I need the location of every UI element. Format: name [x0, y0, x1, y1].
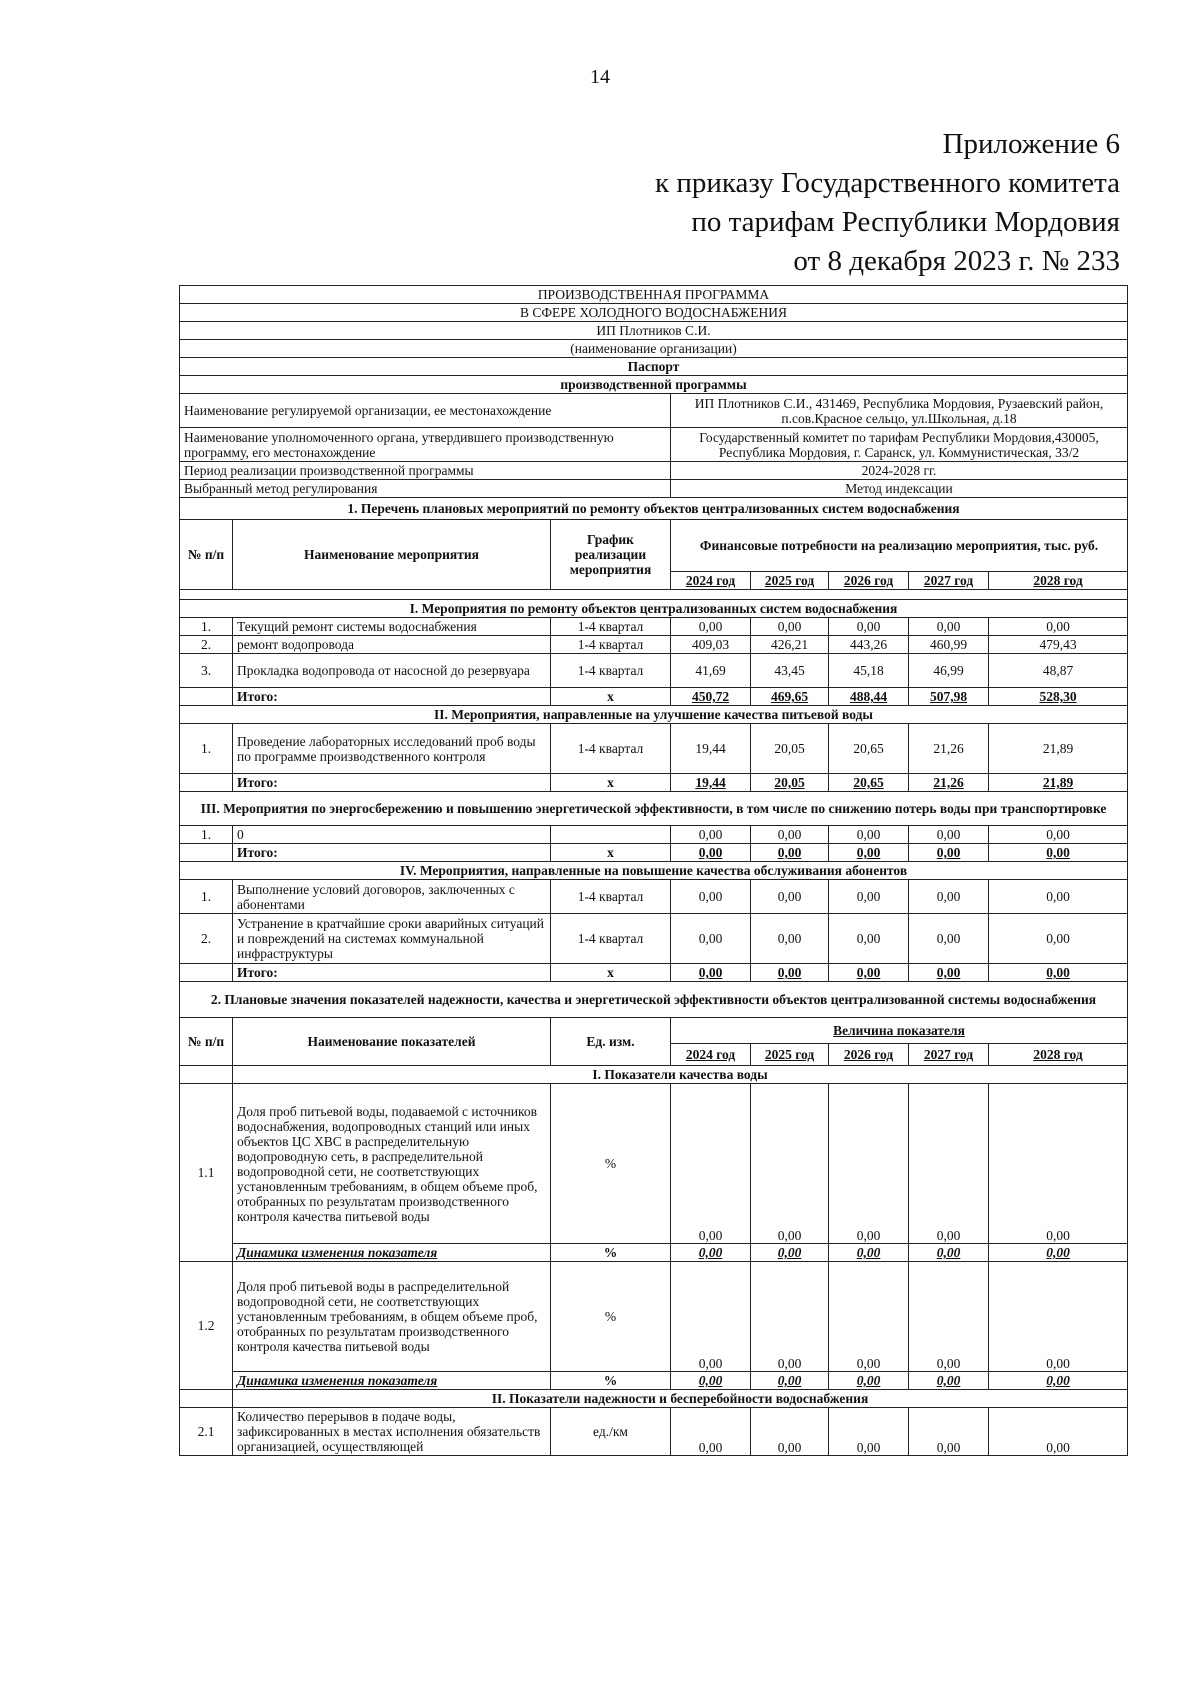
empty-cell [180, 688, 233, 706]
row-number: 1. [180, 618, 233, 636]
column-header-schedule: График реализации мероприятия [551, 520, 671, 590]
dynamics-value: 0,00 [909, 1244, 989, 1262]
value-cell: 0,00 [829, 618, 909, 636]
table-row [180, 636, 1128, 654]
year-header: 2025 год [751, 1044, 829, 1066]
total-value: 21,89 [989, 774, 1128, 792]
table-row [180, 724, 1128, 774]
dynamics-value: 0,00 [829, 1244, 909, 1262]
total-label: Итого: [233, 844, 551, 862]
value-cell: 426,21 [751, 636, 829, 654]
page-number: 14 [590, 66, 610, 88]
indicator-value: 0,00 [909, 1084, 989, 1244]
table-row [180, 880, 1128, 914]
value-cell: 443,26 [829, 636, 909, 654]
program-title: ПРОИЗВОДСТВЕННАЯ ПРОГРАММА [180, 286, 1128, 304]
group-title-row [180, 862, 1128, 880]
total-value: 528,30 [989, 688, 1128, 706]
indicator-name: Количество перерывов в подаче воды, зафиксированных в местах исполнения обязательств организацией, осуществляющей [233, 1408, 551, 1456]
activity-name: Выполнение условий договоров, заключенных с абонентами [233, 880, 551, 914]
value-cell: 20,65 [829, 724, 909, 774]
group-title: IV. Мероприятия, направленные на повышение качества обслуживания абонентов [180, 862, 1128, 880]
value-cell: 0,00 [909, 618, 989, 636]
dynamics-label: Динамика изменения показателя [233, 1372, 551, 1390]
value-cell: 0,00 [909, 826, 989, 844]
indicator-value: 0,00 [909, 1408, 989, 1456]
indicator-number: 2.1 [180, 1408, 233, 1456]
total-mark: х [551, 964, 671, 982]
value-cell: 0,00 [671, 914, 751, 964]
value-cell: 0,00 [751, 826, 829, 844]
indicator-row [180, 1408, 1128, 1456]
indicator-value: 0,00 [829, 1408, 909, 1456]
total-value: 469,65 [751, 688, 829, 706]
indicator-unit: ед./км [551, 1408, 671, 1456]
value-cell: 0,00 [989, 826, 1128, 844]
year-header: 2026 год [829, 1044, 909, 1066]
year-header: 2025 год [751, 572, 829, 590]
value-cell: 409,03 [671, 636, 751, 654]
dynamics-value: 0,00 [671, 1372, 751, 1390]
activity-name: 0 [233, 826, 551, 844]
value-cell: 0,00 [989, 880, 1128, 914]
section-title-row [180, 982, 1128, 1018]
total-value: 0,00 [829, 964, 909, 982]
spacer-row [180, 590, 1128, 600]
empty-cell [180, 964, 233, 982]
column-header-name: Наименование показателей [233, 1018, 551, 1066]
indicator-name: Доля проб питьевой воды в распределительной водопроводной сети, не соответствующих установленным требованиям, в общем объеме проб, отобранных по результатам производственного контроля качества питьевой воды [233, 1262, 551, 1372]
schedule-cell [551, 826, 671, 844]
column-header-finance: Финансовые потребности на реализацию мероприятия, тыс. руб. [671, 520, 1128, 572]
empty-cell [180, 1066, 233, 1084]
total-value: 0,00 [671, 844, 751, 862]
group-title-row [180, 600, 1128, 618]
appendix-line: к приказу Государственного комитета [654, 167, 1120, 199]
value-cell: 0,00 [989, 618, 1128, 636]
total-value: 488,44 [829, 688, 909, 706]
dynamics-value: 0,00 [989, 1244, 1128, 1262]
column-header-number: № п/п [180, 1018, 233, 1066]
value-cell: 0,00 [909, 880, 989, 914]
total-value: 0,00 [989, 964, 1128, 982]
activity-name: ремонт водопровода [233, 636, 551, 654]
value-cell: 45,18 [829, 654, 909, 688]
year-header: 2026 год [829, 572, 909, 590]
passport-subtitle: производственной программы [180, 376, 1128, 394]
schedule-cell: 1-4 квартал [551, 636, 671, 654]
column-header-number: № п/п [180, 520, 233, 590]
total-value: 507,98 [909, 688, 989, 706]
dynamics-value: 0,00 [829, 1372, 909, 1390]
total-mark: х [551, 774, 671, 792]
value-cell: 0,00 [751, 880, 829, 914]
column-header-value: Величина показателя [671, 1018, 1128, 1044]
passport-label: Наименование уполномоченного органа, утвердившего производственную программу, его местонахождение [180, 428, 671, 462]
value-cell: 41,69 [671, 654, 751, 688]
year-header: 2028 год [989, 572, 1128, 590]
empty-cell [180, 844, 233, 862]
schedule-cell: 1-4 квартал [551, 914, 671, 964]
table-row [180, 654, 1128, 688]
indicator-value: 0,00 [989, 1262, 1128, 1372]
activity-name: Проведение лабораторных исследований проб воды по программе производственного контроля [233, 724, 551, 774]
total-value: 19,44 [671, 774, 751, 792]
value-cell: 19,44 [671, 724, 751, 774]
passport-value: 2024-2028 гг. [671, 462, 1128, 480]
table-header-row [180, 520, 1128, 572]
total-row [180, 964, 1128, 982]
dynamics-row [180, 1372, 1128, 1390]
program-sheet [179, 285, 1127, 1456]
indicator-value: 0,00 [989, 1084, 1128, 1244]
table-row [180, 914, 1128, 964]
total-value: 450,72 [671, 688, 751, 706]
indicator-value: 0,00 [989, 1408, 1128, 1456]
appendix-header [655, 125, 1120, 281]
year-header: 2027 год [909, 572, 989, 590]
column-header-unit: Ед. изм. [551, 1018, 671, 1066]
schedule-cell: 1-4 квартал [551, 654, 671, 688]
indicator-value: 0,00 [909, 1262, 989, 1372]
value-cell: 0,00 [829, 880, 909, 914]
passport-value: ИП Плотников С.И., 431469, Республика Мордовия, Рузаевский район, п.сов.Красное сельцо, ул.Школьная, д.18 [671, 394, 1128, 428]
value-cell: 20,05 [751, 724, 829, 774]
total-value: 0,00 [909, 844, 989, 862]
row-number: 1. [180, 826, 233, 844]
appendix-line: от 8 декабря 2023 г. № 233 [793, 245, 1120, 277]
indicator-number: 1.2 [180, 1262, 233, 1390]
row-number: 1. [180, 880, 233, 914]
passport-value: Государственный комитет по тарифам Республики Мордовия,430005, Республика Мордовия, г. Саранск, ул. Коммунистическая, 33/2 [671, 428, 1128, 462]
program-subtitle: В СФЕРЕ ХОЛОДНОГО ВОДОСНАБЖЕНИЯ [180, 304, 1128, 322]
passport-value: Метод индексации [671, 480, 1128, 498]
section1-title: 1. Перечень плановых мероприятий по ремонту объектов централизованных систем водоснабжения [180, 498, 1128, 520]
activity-name: Текущий ремонт системы водоснабжения [233, 618, 551, 636]
group-title: I. Мероприятия по ремонту объектов централизованных систем водоснабжения [180, 600, 1128, 618]
section-title-row [180, 498, 1128, 520]
passport-label: Период реализации производственной программы [180, 462, 671, 480]
group-title: III. Мероприятия по энергосбережению и повышению энергетической эффективности, в том числе по снижению потерь воды при транспортировке [180, 792, 1128, 826]
group-title: II. Показатели надежности и бесперебойности водоснабжения [233, 1390, 1128, 1408]
year-header: 2024 год [671, 1044, 751, 1066]
indicator-name: Доля проб питьевой воды, подаваемой с источников водоснабжения, водопроводных станций или иных объектов ЦС ХВС в распределительную водопроводную сеть, в распределительной водопроводной сети, не соответствующих установленным требованиям, в общем объеме проб, отобранных по результатам производственного контроля качества питьевой воды [233, 1084, 551, 1244]
passport-row [180, 394, 1128, 428]
value-cell: 0,00 [829, 826, 909, 844]
schedule-cell: 1-4 квартал [551, 618, 671, 636]
group-title-row [180, 1390, 1128, 1408]
row-number: 2. [180, 636, 233, 654]
indicator-value: 0,00 [671, 1408, 751, 1456]
indicator-unit: % [551, 1084, 671, 1244]
organization-caption: (наименование организации) [180, 340, 1128, 358]
passport-row [180, 480, 1128, 498]
indicator-row [180, 1262, 1128, 1372]
group-title-row [180, 1066, 1128, 1084]
value-cell: 0,00 [909, 914, 989, 964]
row-number: 1. [180, 724, 233, 774]
passport-label: Выбранный метод регулирования [180, 480, 671, 498]
value-cell: 46,99 [909, 654, 989, 688]
year-header: 2024 год [671, 572, 751, 590]
indicator-number: 1.1 [180, 1084, 233, 1262]
dynamics-value: 0,00 [751, 1372, 829, 1390]
dynamics-value: 0,00 [671, 1244, 751, 1262]
passport-row [180, 462, 1128, 480]
total-value: 20,05 [751, 774, 829, 792]
empty-cell [180, 1390, 233, 1408]
indicator-value: 0,00 [671, 1084, 751, 1244]
appendix-line: Приложение 6 [942, 128, 1120, 160]
dynamics-label: Динамика изменения показателя [233, 1244, 551, 1262]
indicator-value: 0,00 [751, 1084, 829, 1244]
total-row [180, 774, 1128, 792]
section2-title: 2. Плановые значения показателей надежности, качества и энергетической эффективности объектов централизованной системы водоснабжения [180, 982, 1128, 1018]
program-table [179, 285, 1128, 1456]
activity-name: Устранение в кратчайшие сроки аварийных ситуаций и повреждений на системах коммунальной инфраструктуры [233, 914, 551, 964]
total-value: 20,65 [829, 774, 909, 792]
indicator-value: 0,00 [829, 1262, 909, 1372]
group-title: II. Мероприятия, направленные на улучшение качества питьевой воды [180, 706, 1128, 724]
total-value: 0,00 [671, 964, 751, 982]
value-cell: 0,00 [829, 914, 909, 964]
appendix-line: по тарифам Республики Мордовия [691, 206, 1120, 238]
value-cell: 479,43 [989, 636, 1128, 654]
indicator-unit: % [551, 1262, 671, 1372]
year-header: 2027 год [909, 1044, 989, 1066]
dynamics-unit: % [551, 1372, 671, 1390]
indicator-value: 0,00 [751, 1408, 829, 1456]
total-value: 21,26 [909, 774, 989, 792]
passport-label: Наименование регулируемой организации, ее местонахождение [180, 394, 671, 428]
row-number: 2. [180, 914, 233, 964]
total-row [180, 688, 1128, 706]
indicator-row [180, 1084, 1128, 1244]
dynamics-row [180, 1244, 1128, 1262]
table-header-row [180, 1018, 1128, 1044]
group-title-row [180, 792, 1128, 826]
indicator-value: 0,00 [751, 1262, 829, 1372]
value-cell: 0,00 [751, 914, 829, 964]
total-label: Итого: [233, 964, 551, 982]
value-cell: 0,00 [989, 914, 1128, 964]
column-header-name: Наименование мероприятия [233, 520, 551, 590]
indicator-value: 0,00 [829, 1084, 909, 1244]
value-cell: 0,00 [751, 618, 829, 636]
row-number: 3. [180, 654, 233, 688]
schedule-cell: 1-4 квартал [551, 880, 671, 914]
table-row [180, 826, 1128, 844]
total-value: 0,00 [829, 844, 909, 862]
total-label: Итого: [233, 688, 551, 706]
spacer-cell [180, 590, 1128, 600]
year-header: 2028 год [989, 1044, 1128, 1066]
table-row [180, 618, 1128, 636]
total-value: 0,00 [751, 964, 829, 982]
total-value: 0,00 [751, 844, 829, 862]
value-cell: 0,00 [671, 880, 751, 914]
dynamics-value: 0,00 [909, 1372, 989, 1390]
passport-title: Паспорт [180, 358, 1128, 376]
total-mark: х [551, 688, 671, 706]
value-cell: 43,45 [751, 654, 829, 688]
activity-name: Прокладка водопровода от насосной до резервуара [233, 654, 551, 688]
dynamics-value: 0,00 [989, 1372, 1128, 1390]
dynamics-unit: % [551, 1244, 671, 1262]
dynamics-value: 0,00 [751, 1244, 829, 1262]
passport-row [180, 428, 1128, 462]
empty-cell [180, 774, 233, 792]
value-cell: 0,00 [671, 826, 751, 844]
value-cell: 0,00 [671, 618, 751, 636]
value-cell: 21,89 [989, 724, 1128, 774]
group-title-row [180, 706, 1128, 724]
total-label: Итого: [233, 774, 551, 792]
total-mark: х [551, 844, 671, 862]
total-value: 0,00 [909, 964, 989, 982]
value-cell: 48,87 [989, 654, 1128, 688]
organization-name: ИП Плотников С.И. [180, 322, 1128, 340]
value-cell: 21,26 [909, 724, 989, 774]
value-cell: 460,99 [909, 636, 989, 654]
group-title: I. Показатели качества воды [233, 1066, 1128, 1084]
schedule-cell: 1-4 квартал [551, 724, 671, 774]
total-value: 0,00 [989, 844, 1128, 862]
total-row [180, 844, 1128, 862]
indicator-value: 0,00 [671, 1262, 751, 1372]
